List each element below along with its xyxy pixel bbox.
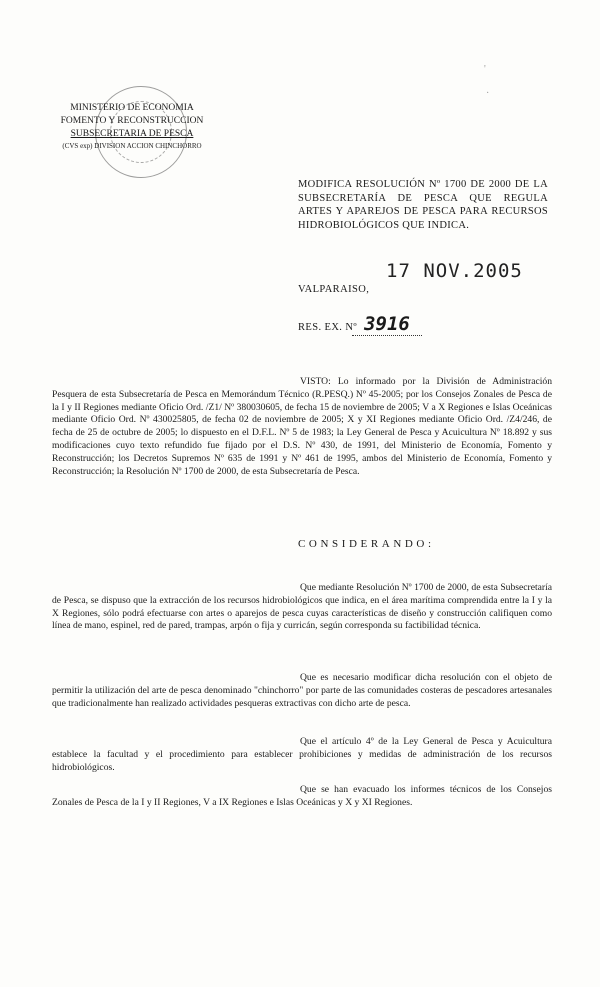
letterhead-subsecretaria: SUBSECRETARIA DE PESCA [70,129,194,139]
letterhead-reference: (CVS exp) DIVISION ACCION CHINCHORRO [62,142,202,150]
letterhead-ministry: MINISTERIO DE ECONOMIA [70,103,194,113]
letterhead [52,102,212,151]
considerando-paragraph-1: Que mediante Resolución Nº 1700 de 2000, de esta Subsecretaría de Pesca, se dispuso que la extracción de los recursos hidrobiológicos que indica, en el área marítima comprendida entre la I y la X Regiones, sólo podrá efectuarse con artes o aparejos de pesca cuyas características de diseño y construcción califiquen como línea de mano, espinel, red de pared, trampas, arpón o fija y curricán, según corresponda su factibilidad técnica. [52,582,552,632]
scan-mark: ' [484,64,486,75]
date-stamp: 17 NOV.2005 [386,260,523,282]
scan-mark: · [486,88,490,99]
resolution-title: MODIFICA RESOLUCIÓN Nº 1700 DE 2000 DE LA SUBSECRETARÍA DE PESCA QUE REGULA ARTES Y APAREJOS DE PESCA PARA RECURSOS HIDROBIOLÓGICOS QUE INDICA. [298,179,548,231]
considerando-heading: CONSIDERANDO: [298,538,435,550]
visto-paragraph: VISTO: Lo informado por la División de Administración Pesquera de esta Subsecretaría de Pesca en Memorándum Técnico (R.PESQ.) Nº 45-2005; por los Consejos Zonales de Pesca de la I y II Regiones mediante Oficio Ord. /Z1/ Nº 380030605, de fecha 15 de noviembre de 2005; V a X Regiones e Islas Oceánicas mediante Oficio Ord. Nº 430025805, de fecha 02 de noviembre de 2005; X y XI Regiones mediante Oficio Ord. /Z4/246, de fecha de 25 de octubre de 2005; lo dispuesto en el D.F.L. Nº 5 de 1983; la Ley General de Pesca y Acuicultura Nº 18.892 y sus modificaciones cuyo texto refundido fue fijado por el D.S. Nº 430, de 1991, del Ministerio de Economía, Fomento y Reconstrucción; los Decretos Supremos Nº 635 de 1991 y Nº 461 de 1995, ambos del Ministerio de Economía, Fomento y Reconstrucción; la Resolución Nº 1700 de 2000, de esta Subsecretaría de Pesca. [52,376,552,477]
place-label: VALPARAISO, [298,284,370,295]
letterhead-ministry-cont: FOMENTO Y RECONSTRUCCION [60,116,204,126]
resolution-number: 3916 [352,313,422,336]
resolution-label: RES. EX. Nº [298,322,357,333]
considerando-paragraph-4: Que se han evacuado los informes técnicos de los Consejos Zonales de Pesca de la I y II Regiones, V a IX Regiones e Islas Oceánicas y X y XI Regiones. [52,784,552,808]
considerando-paragraph-3: Que el artículo 4º de la Ley General de Pesca y Acuicultura establece la facultad y el procedimiento para establecer prohibiciones y medidas de administración de los recursos hidrobiológicos. [52,736,552,773]
considerando-paragraph-2: Que es necesario modificar dicha resolución con el objeto de permitir la utilización del arte de pesca denominado "chinchorro" por parte de las comunidades costeras de pescadores artesanales que tradicionalmente han realizado actividades pesqueras extractivas con dicho arte de pesca. [52,672,552,709]
